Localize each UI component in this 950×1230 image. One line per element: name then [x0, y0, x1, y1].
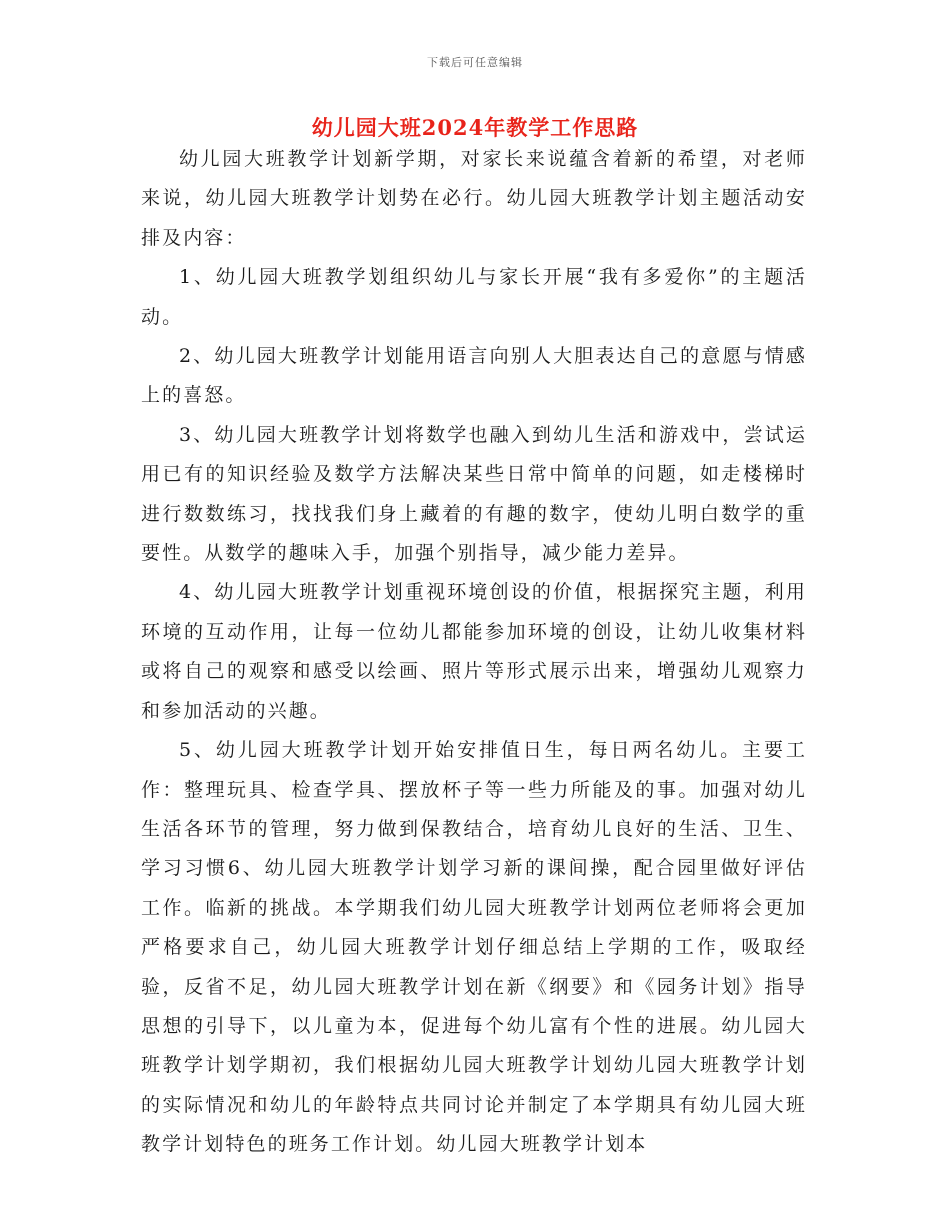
paragraph-item-4: 4、幼儿园大班教学计划重视环境创设的价值，根据探究主题，利用环境的互动作用，让每一位幼儿都能参加环境的创设，让幼儿收集材料或将自己的观察和感受以绘画、照片等形式展示出来，增强幼儿观察力和参加活动的兴趣。	[141, 581, 807, 722]
paragraph-item-1: 1、幼儿园大班教学划组织幼儿与家长开展“我有多爱你”的主题活动。	[141, 266, 807, 328]
paragraph-item-2: 2、幼儿园大班教学计划能用语言向别人大胆表达自己的意愿与情感上的喜怒。	[141, 345, 807, 407]
paragraph-intro: 幼儿园大班教学计划新学期，对家长来说蕴含着新的希望，对老师来说，幼儿园大班教学计划势在必行。幼儿园大班教学计划主题活动安排及内容：	[141, 148, 807, 249]
document-title: 幼儿园大班2024年教学工作思路	[311, 115, 639, 140]
paragraph-item-5: 5、幼儿园大班教学计划开始安排值日生，每日两名幼儿。主要工作：整理玩具、检查学具、摆放杯子等一些力所能及的事。加强对幼儿生活各环节的管理，努力做到保教结合，培育幼儿良好的生活、卫生、学习习惯6、幼儿园大班教学计划学习新的课间操，配合园里做好评估工作。临新的挑战。本学期我们幼儿园大班教学计划两位老师将会更加严格要求自己，幼儿园大班教学计划仔细总结上学期的工作，吸取经验，反省不足，幼儿园大班教学计划在新《纲要》和《园务计划》指导思想的引导下，以儿童为本，促进每个幼儿富有个性的进展。幼儿园大班教学计划学期初，我们根据幼儿园大班教学计划幼儿园大班教学计划的实际情况和幼儿的年龄特点共同讨论并制定了本学期具有幼儿园大班教学计划特色的班务工作计划。幼儿园大班教学计划本	[141, 739, 807, 1156]
paragraph-item-3: 3、幼儿园大班教学计划将数学也融入到幼儿生活和游戏中，尝试运用已有的知识经验及数学方法解决某些日常中简单的问题，如走楼梯时进行数数练习，找找我们身上藏着的有趣的数字，使幼儿明白数学的重要性。从数学的趣味入手，加强个别指导，减少能力差异。	[141, 423, 807, 565]
header-note: 下载后可任意编辑	[427, 56, 523, 69]
document-body	[141, 140, 807, 1165]
